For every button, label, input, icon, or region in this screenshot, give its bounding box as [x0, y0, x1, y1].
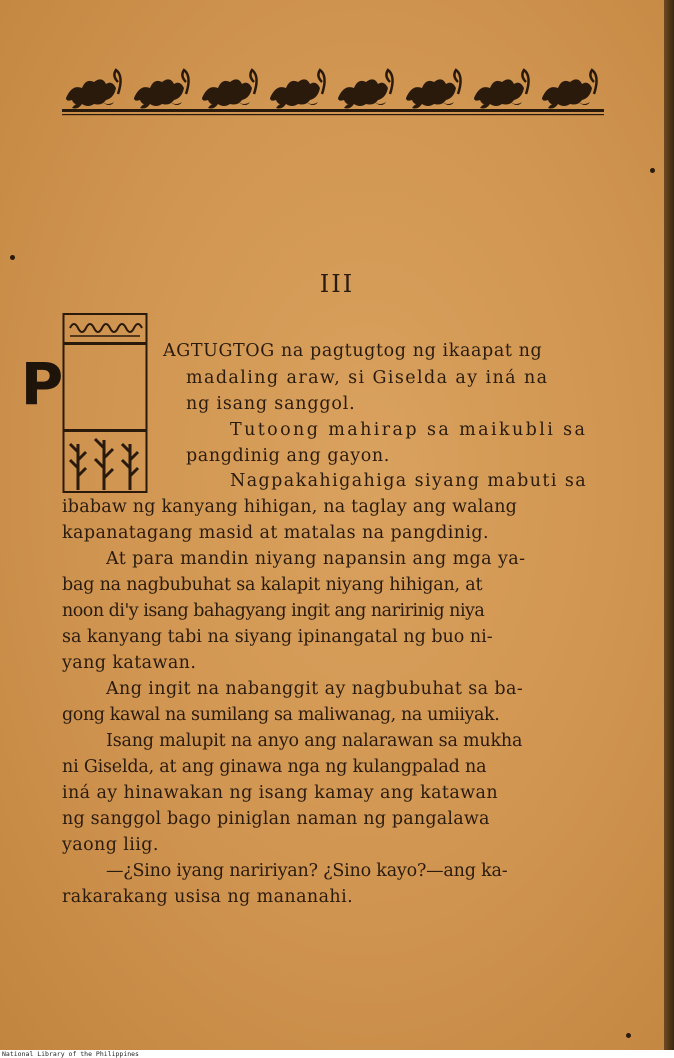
- text-line: madaling araw, si Giselda ay iná na: [186, 368, 549, 388]
- text-line: kapanatagang masid at matalas na pangdinig.: [62, 523, 489, 543]
- text-line: —¿Sino iyang naririyan? ¿Sino kayo?—ang ka-: [106, 861, 508, 881]
- text-line: Tutoong mahirap sa maikubli sa: [230, 420, 588, 440]
- text-line: ni Giselda, at ang ginawa nga ng kulangpalad na: [62, 757, 487, 777]
- paper-speck: [650, 168, 655, 173]
- text-line: yaong liig.: [62, 835, 159, 855]
- drop-cap-frame: [62, 312, 148, 494]
- text-line: ng sanggol bago piniglan naman ng pangalawa: [62, 809, 490, 829]
- text-line: bag na nagbubuhat sa kalapit niyang hihigan, at: [62, 575, 483, 595]
- text-line: yang katawan.: [62, 653, 197, 673]
- text-line: pangdinig ang gayon.: [186, 446, 390, 466]
- text-line: AGTUGTOG na pagtugtog ng ikaapat ng: [163, 341, 543, 361]
- text-line: iná ay hinawakan ng isang kamay ang katawan: [62, 783, 499, 803]
- text-line: sa kanyang tabi na siyang ipinangatal ng buo ni-: [62, 627, 493, 647]
- drop-cap-letter: P: [20, 350, 64, 418]
- text-line: ng isang sanggol.: [186, 394, 356, 414]
- text-line: Ang ingit na nabanggit ay nagbubuhat sa ba-: [106, 679, 524, 699]
- text-line: ibabaw ng kanyang hihigan, na taglay ang walang: [62, 497, 518, 517]
- text-line: Nagpakahigahiga siyang mabuti sa: [230, 471, 588, 491]
- text-line: At para mandin niyang napansin ang mga ya-: [106, 549, 526, 569]
- text-line: noon di'y isang bahagyang ingit ang naririnig niya: [62, 601, 485, 621]
- paper-speck: [626, 1033, 631, 1038]
- paper-speck: [10, 255, 15, 260]
- header-ornament: [60, 60, 606, 118]
- footer-credit: National Library of the Philippines: [2, 1050, 139, 1058]
- page-edge-shadow: [664, 0, 674, 1050]
- text-line: Isang malupit na anyo ang nalarawan sa mukha: [106, 731, 523, 751]
- chapter-number: III: [319, 270, 355, 298]
- text-line: gong kawal na sumilang sa maliwanag, na umiiyak.: [62, 705, 500, 725]
- text-line: rakarakang usisa ng mananahi.: [62, 887, 354, 907]
